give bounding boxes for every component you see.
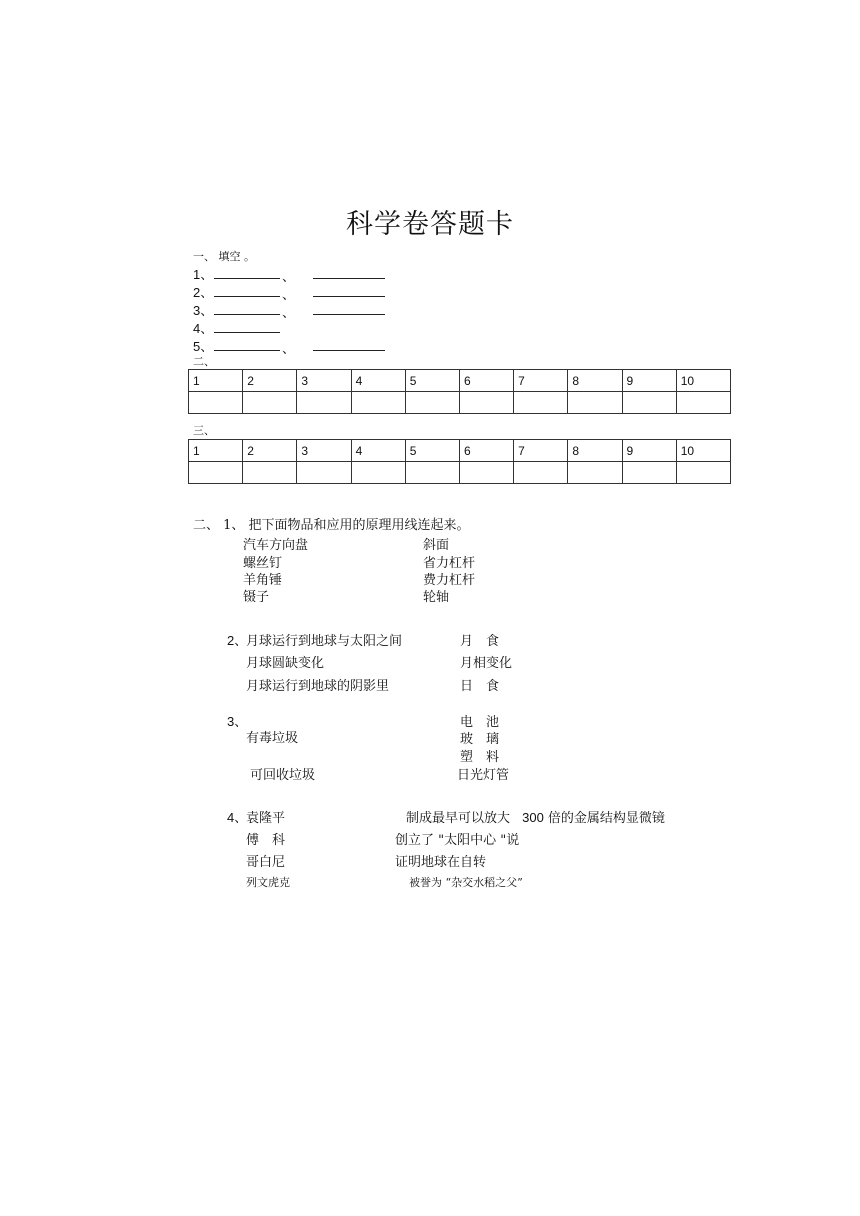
- section2-answer-cell[interactable]: [459, 392, 513, 414]
- section3-number-cell: 4: [351, 440, 405, 462]
- section2-answer-cell[interactable]: [351, 392, 405, 414]
- section3-number-cell: 6: [459, 440, 513, 462]
- section2-number-cell: 5: [405, 370, 459, 392]
- q4-right-number: 300: [522, 810, 544, 825]
- section3-number-cell: 2: [243, 440, 297, 462]
- q1-left-item: 镊子: [243, 590, 270, 605]
- section2-answer-cell[interactable]: [297, 392, 351, 414]
- blank-1-separator: 、: [282, 270, 296, 285]
- section3-answer-cell[interactable]: [297, 462, 351, 484]
- section2-number-cell: 7: [514, 370, 568, 392]
- section2-number-cell: 3: [297, 370, 351, 392]
- blank-5a-line[interactable]: [214, 350, 280, 351]
- section3-answer-cell[interactable]: [243, 462, 297, 484]
- blank-2b-line[interactable]: [313, 296, 385, 297]
- page-title: 科学卷答题卡: [346, 209, 514, 240]
- q3-right-item: 日光灯管: [457, 768, 510, 783]
- section3-answer-cell[interactable]: [514, 462, 568, 484]
- section3-number-cell: 9: [622, 440, 676, 462]
- q2-left-item: 月球运行到地球与太阳之间: [246, 634, 403, 649]
- blank-item-2-number: 2、: [193, 285, 214, 300]
- blank-5b-line[interactable]: [313, 350, 385, 351]
- q3-left-item: 有毒垃圾: [246, 731, 299, 746]
- section3-number-cell: 3: [297, 440, 351, 462]
- blank-1b-line[interactable]: [313, 278, 385, 279]
- blank-item-5-number: 5、: [193, 339, 214, 354]
- section2-number-cell: 9: [622, 370, 676, 392]
- blank-item-3-number: 3、: [193, 303, 214, 318]
- q3-right-item: 塑 料: [460, 750, 500, 765]
- blank-item-1-number: 1、: [193, 267, 214, 282]
- section3-number-row: [189, 440, 731, 462]
- section2-number-cell: 8: [568, 370, 622, 392]
- section2-answer-cell[interactable]: [243, 392, 297, 414]
- section3-answer-cell[interactable]: [459, 462, 513, 484]
- q4-left-item: 哥白尼: [246, 855, 286, 870]
- section3-answer-cell[interactable]: [622, 462, 676, 484]
- section3-answer-cell[interactable]: [351, 462, 405, 484]
- q2-left-item: 月球圆缺变化: [246, 656, 325, 671]
- section3-number-cell: 10: [676, 440, 730, 462]
- section2-number-cell: 1: [189, 370, 243, 392]
- q4-left-item: 傅 科: [246, 833, 286, 848]
- blank-3a-line[interactable]: [214, 314, 280, 315]
- section3-answer-cell[interactable]: [405, 462, 459, 484]
- blank-4a-line[interactable]: [214, 332, 280, 333]
- q4-right-item: 创立了 "太阳中心 "说: [395, 833, 520, 848]
- section2-answer-row: [189, 392, 731, 414]
- section3-number-cell: 7: [514, 440, 568, 462]
- section3-heading: 三、: [193, 424, 215, 437]
- section2-number-cell: 4: [351, 370, 405, 392]
- q4-right-item: 证明地球在自转: [395, 855, 487, 870]
- blank-2-separator: 、: [282, 288, 296, 303]
- section2-number-cell: 6: [459, 370, 513, 392]
- section1-heading: 一、 填空 。: [193, 250, 255, 263]
- blank-3b-line[interactable]: [313, 314, 385, 315]
- q4-right-text-post: 倍的金属结构显微镜: [547, 811, 665, 826]
- blank-2a-line[interactable]: [214, 296, 280, 297]
- section3-answer-grid: [188, 439, 731, 484]
- blank-5-separator: 、: [282, 342, 296, 357]
- q1-right-item: 斜面: [423, 538, 450, 553]
- section3-answer-cell[interactable]: [568, 462, 622, 484]
- blank-item-4-number: 4、: [193, 321, 214, 336]
- q3-label: 3、: [227, 714, 248, 729]
- q2-left-item: 月球运行到地球的阴影里: [246, 679, 390, 694]
- section2-answer-cell[interactable]: [189, 392, 243, 414]
- q3-left-item: 可回收垃圾: [250, 768, 316, 783]
- q1-right-item: 轮轴: [423, 590, 450, 605]
- q3-right-item: 电 池: [460, 715, 500, 730]
- blank-1a-line[interactable]: [214, 278, 280, 279]
- q1-right-item: 费力杠杆: [423, 573, 476, 588]
- section3-number-cell: 8: [568, 440, 622, 462]
- section3-number-cell: 5: [405, 440, 459, 462]
- q2-right-item: 月相变化: [460, 656, 513, 671]
- q4-right-item-microscope: [406, 807, 665, 826]
- q2-right-item: 日 食: [460, 679, 500, 694]
- section2-number-cell: 10: [676, 370, 730, 392]
- blank-3-separator: 、: [282, 306, 296, 321]
- section3-answer-cell[interactable]: [676, 462, 730, 484]
- q4-right-item: 被誉为 “杂交水稻之父”: [409, 876, 523, 889]
- q1-left-item: 羊角锤: [243, 573, 283, 588]
- q1-right-item: 省力杠杆: [423, 556, 476, 571]
- section2-number-cell: 2: [243, 370, 297, 392]
- section3-answer-cell[interactable]: [189, 462, 243, 484]
- q4-label: 4、: [227, 810, 248, 825]
- section2-heading: 二、: [193, 353, 221, 370]
- q2-label: 2、: [227, 633, 248, 648]
- q3-right-item: 玻 璃: [460, 732, 500, 747]
- section2-number-row: [189, 370, 731, 392]
- q2-right-item: 月 食: [460, 634, 500, 649]
- matching-intro: 二、 1、 把下面物品和应用的原理用线连起来。: [193, 518, 470, 533]
- section2-answer-grid: [188, 369, 731, 414]
- q4-left-item: 列文虎克: [246, 876, 290, 889]
- section2-answer-cell[interactable]: [514, 392, 568, 414]
- section3-answer-row: [189, 462, 731, 484]
- section3-number-cell: 1: [189, 440, 243, 462]
- q4-left-item: 袁隆平: [246, 811, 286, 826]
- section2-answer-cell[interactable]: [405, 392, 459, 414]
- q1-left-item: 螺丝钉: [243, 556, 283, 571]
- section2-answer-cell[interactable]: [568, 392, 622, 414]
- section2-answer-cell[interactable]: [622, 392, 676, 414]
- q4-right-text-pre: 制成最早可以放大: [406, 811, 511, 826]
- section2-answer-cell[interactable]: [676, 392, 730, 414]
- q1-left-item: 汽车方向盘: [243, 538, 309, 553]
